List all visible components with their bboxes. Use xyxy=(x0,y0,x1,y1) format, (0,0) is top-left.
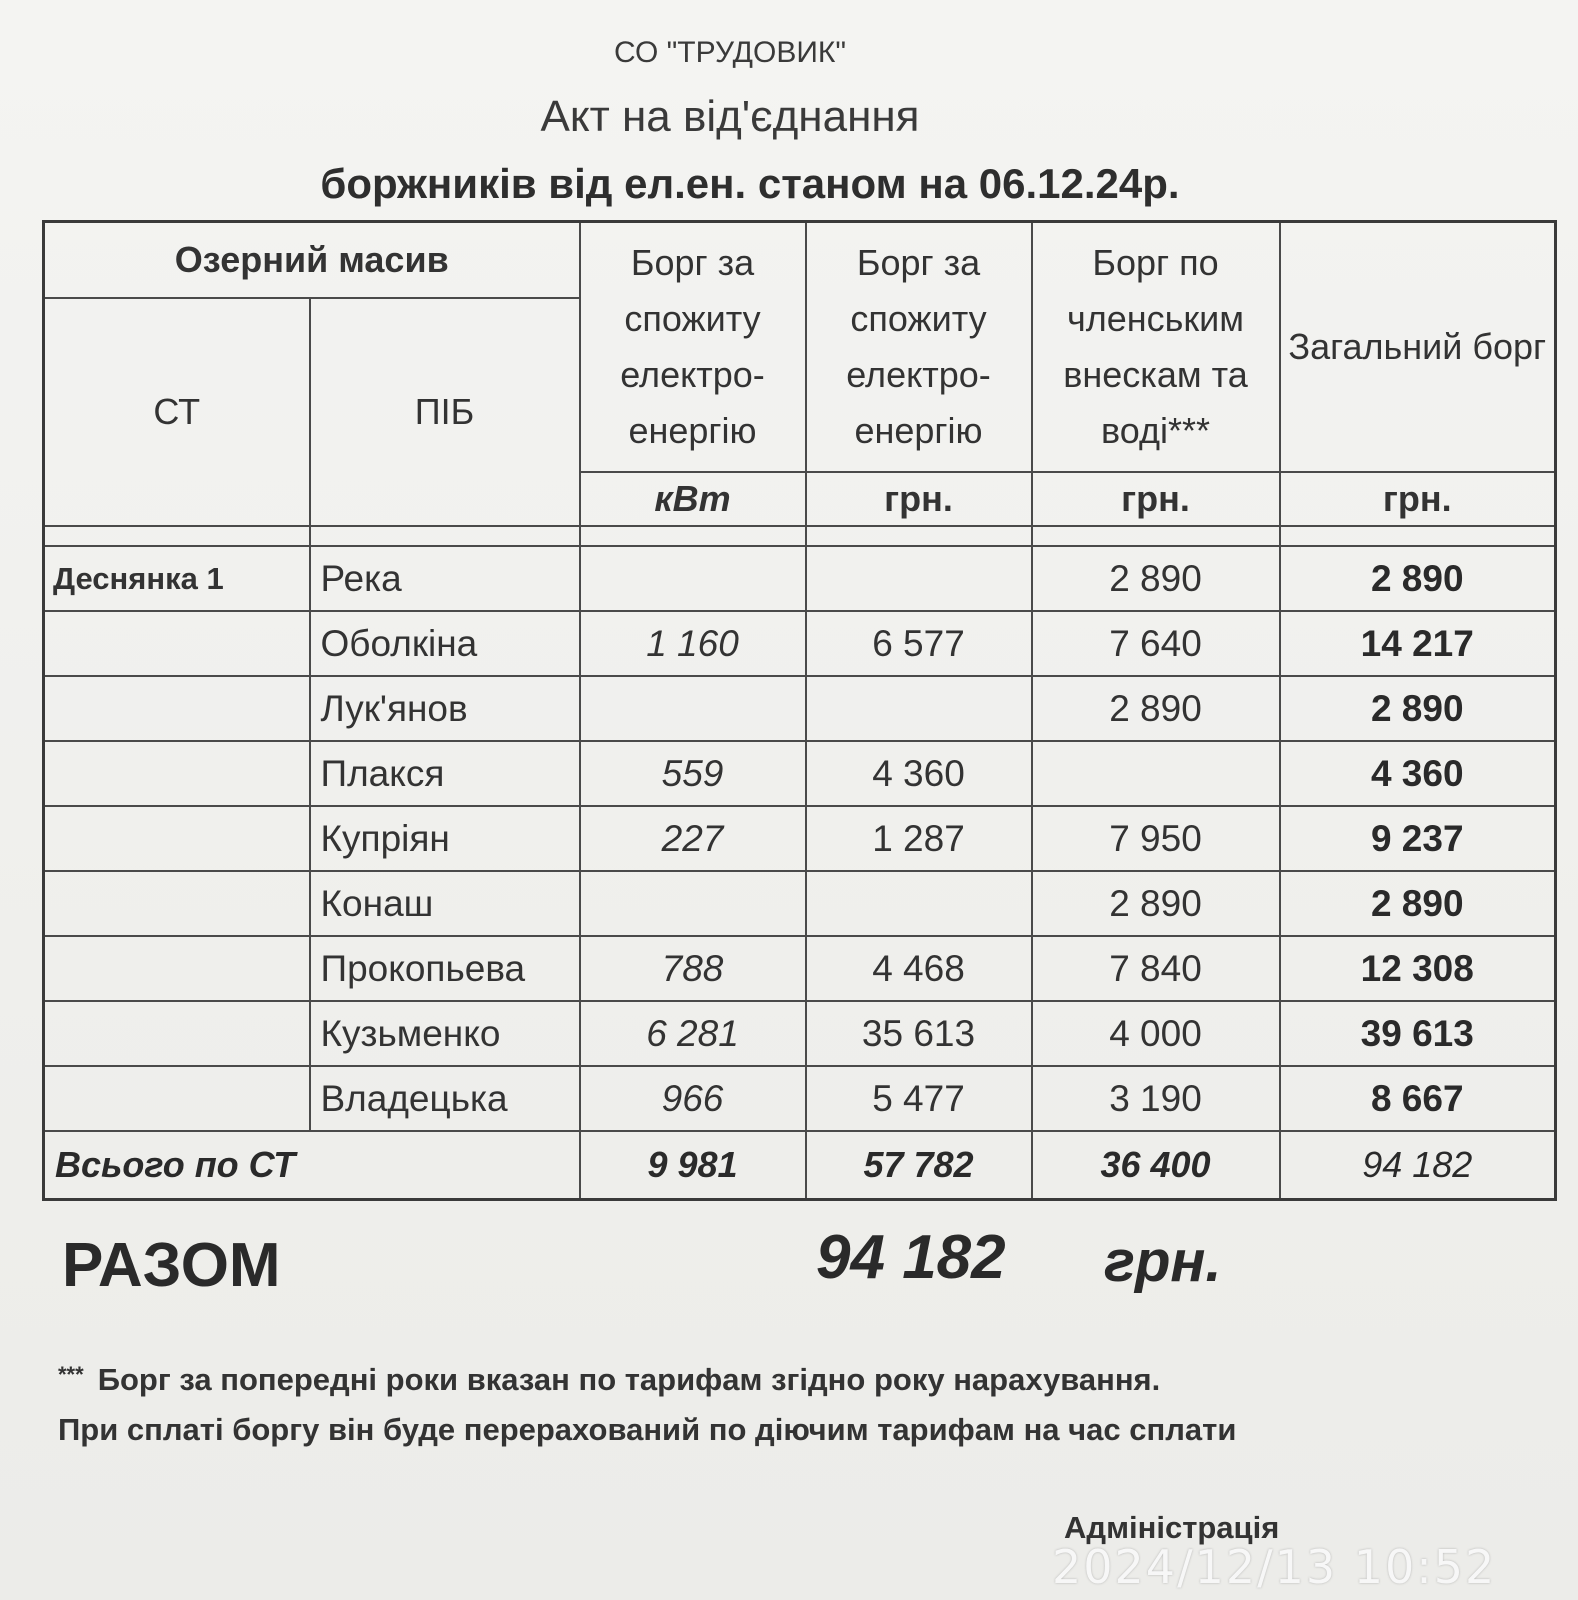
totals-total: 94 182 xyxy=(1280,1131,1556,1200)
cell-st xyxy=(44,936,310,1001)
cell-total: 8 667 xyxy=(1280,1066,1556,1131)
cell-uah: 4 360 xyxy=(806,741,1032,806)
table-row xyxy=(44,611,1556,676)
cell-name: Лук'янов xyxy=(310,676,580,741)
cell-uah: 1 287 xyxy=(806,806,1032,871)
col-header-uah: Борг за спожиту електро-енергію xyxy=(806,222,1032,473)
cell-st xyxy=(44,806,310,871)
cell-total: 12 308 xyxy=(1280,936,1556,1001)
cell-fees: 7 840 xyxy=(1032,936,1280,1001)
cell-kwt xyxy=(580,871,806,936)
cell-total: 4 360 xyxy=(1280,741,1556,806)
totals-row xyxy=(44,1131,1556,1200)
footnote-line-1 xyxy=(58,1362,1160,1398)
massif-name: Озерний масив xyxy=(44,222,580,299)
footnote-marker: *** xyxy=(58,1362,84,1387)
table-row xyxy=(44,1001,1556,1066)
cell-uah xyxy=(806,676,1032,741)
cell-fees: 7 950 xyxy=(1032,806,1280,871)
col-header-fees: Борг по членським внескам та воді*** xyxy=(1032,222,1280,473)
cell-name: Купріян xyxy=(310,806,580,871)
summary-value: 94 182 xyxy=(816,1223,1006,1292)
table-row xyxy=(44,871,1556,936)
col-header-pib: ПІБ xyxy=(310,298,580,526)
spacer-row xyxy=(44,526,1556,546)
cell-uah: 4 468 xyxy=(806,936,1032,1001)
cell-total: 2 890 xyxy=(1280,546,1556,611)
table-row xyxy=(44,806,1556,871)
cell-name: Конаш xyxy=(310,871,580,936)
cell-uah xyxy=(806,546,1032,611)
table-row xyxy=(44,741,1556,806)
totals-uah: 57 782 xyxy=(806,1131,1032,1200)
cell-name: Плакся xyxy=(310,741,580,806)
cell-total: 14 217 xyxy=(1280,611,1556,676)
document-title: Акт на від'єднання xyxy=(540,92,920,141)
col-header-total: Загальний борг xyxy=(1280,222,1556,473)
col-header-st: СТ xyxy=(44,298,310,526)
signature-label: Адміністрація xyxy=(1064,1510,1280,1545)
cell-uah: 5 477 xyxy=(806,1066,1032,1131)
table-row xyxy=(44,1066,1556,1131)
cell-name: Кузьменко xyxy=(310,1001,580,1066)
cell-kwt: 6 281 xyxy=(580,1001,806,1066)
cell-fees: 2 890 xyxy=(1032,546,1280,611)
table-row xyxy=(44,546,1556,611)
cell-kwt: 966 xyxy=(580,1066,806,1131)
cell-st xyxy=(44,741,310,806)
cell-kwt xyxy=(580,546,806,611)
totals-kwt: 9 981 xyxy=(580,1131,806,1200)
cell-fees: 2 890 xyxy=(1032,676,1280,741)
cell-kwt xyxy=(580,676,806,741)
cell-kwt: 559 xyxy=(580,741,806,806)
cell-fees: 2 890 xyxy=(1032,871,1280,936)
cell-total: 39 613 xyxy=(1280,1001,1556,1066)
cell-name: Владецька xyxy=(310,1066,580,1131)
totals-label: Всього по СТ xyxy=(44,1131,580,1200)
unit-kwt: кВт xyxy=(580,472,806,526)
col-header-kwt: Борг за спожиту електро-енергію xyxy=(580,222,806,473)
cell-st xyxy=(44,1001,310,1066)
cell-uah: 35 613 xyxy=(806,1001,1032,1066)
cell-st xyxy=(44,871,310,936)
unit-fees: грн. xyxy=(1032,472,1280,526)
organization-name: СО "ТРУДОВИК" xyxy=(613,36,847,69)
document-subtitle: боржників від ел.ен. станом на 06.12.24р. xyxy=(320,160,1180,207)
cell-total: 2 890 xyxy=(1280,871,1556,936)
cell-total: 2 890 xyxy=(1280,676,1556,741)
cell-kwt: 788 xyxy=(580,936,806,1001)
cell-fees xyxy=(1032,741,1280,806)
cell-uah xyxy=(806,871,1032,936)
cell-st: Деснянка 1 xyxy=(44,546,310,611)
cell-st xyxy=(44,1066,310,1131)
table-row xyxy=(44,936,1556,1001)
totals-fees: 36 400 xyxy=(1032,1131,1280,1200)
summary-label: РАЗОМ xyxy=(62,1231,281,1300)
photo-timestamp: 2024/12/13 10:52 xyxy=(1052,1540,1497,1594)
unit-uah: грн. xyxy=(806,472,1032,526)
summary-currency: грн. xyxy=(1104,1229,1222,1294)
cell-kwt: 227 xyxy=(580,806,806,871)
unit-total: грн. xyxy=(1280,472,1556,526)
cell-name: Прокопьева xyxy=(310,936,580,1001)
footnote-line-2: При сплаті боргу він буде перерахований по діючим тарифам на час сплати xyxy=(58,1412,1237,1447)
cell-st xyxy=(44,611,310,676)
cell-fees: 7 640 xyxy=(1032,611,1280,676)
cell-name: Оболкіна xyxy=(310,611,580,676)
debtors-table xyxy=(42,220,1557,1201)
cell-total: 9 237 xyxy=(1280,806,1556,871)
cell-fees: 3 190 xyxy=(1032,1066,1280,1131)
cell-kwt: 1 160 xyxy=(580,611,806,676)
cell-uah: 6 577 xyxy=(806,611,1032,676)
cell-st xyxy=(44,676,310,741)
table-row xyxy=(44,676,1556,741)
cell-name: Река xyxy=(310,546,580,611)
footnote-text-1: Борг за попередні роки вказан по тарифам згідно року нарахування. xyxy=(97,1362,1161,1397)
cell-fees: 4 000 xyxy=(1032,1001,1280,1066)
